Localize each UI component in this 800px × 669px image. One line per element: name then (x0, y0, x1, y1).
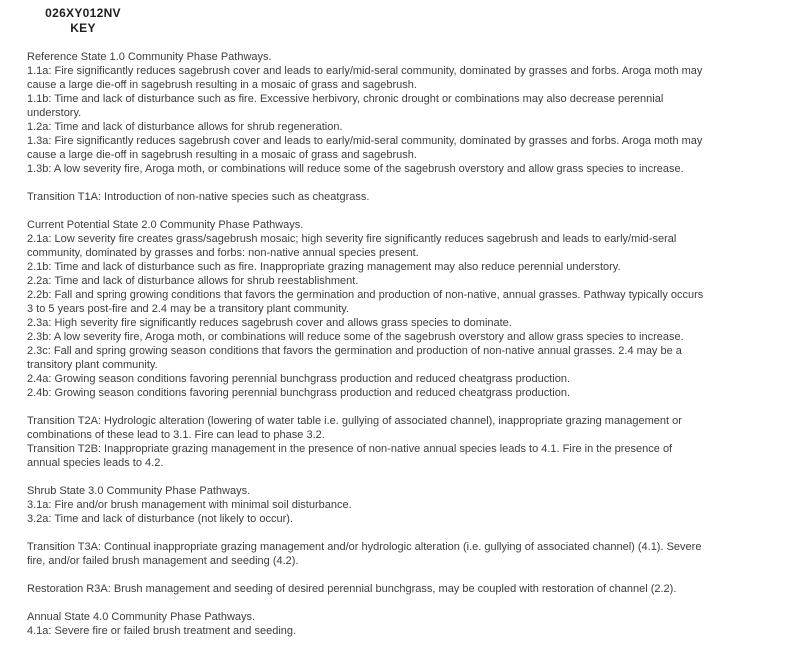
key-body (27, 50, 790, 652)
key-line: annual species leads to 4.2. (27, 457, 164, 469)
key-line: Transition T2A: Hydrologic alteration (lowering of water table i.e. gullying of associated channel), inappropriate grazing management or (27, 415, 682, 427)
key-line: 1.3b: A low severity fire, Aroga moth, or combinations will reduce some of the sagebrush overstory and allow grass species to increase. (27, 163, 684, 175)
key-line: 2.3a: High severity fire significantly reduces sagebrush cover and allows grass species to dominate. (27, 317, 512, 329)
key-line: understory. (27, 107, 82, 119)
document-header (0, 6, 166, 36)
key-line: cause a large die-off in sagebrush resulting in a mosaic of grass and sagebrush. (27, 79, 417, 91)
key-line: 3.2a: Time and lack of disturbance (not likely to occur). (27, 513, 293, 525)
key-section-shrub-state-3.0 (27, 484, 790, 526)
key-line: 2.4b: Growing season conditions favoring perennial bunchgrass production and reduced cheatgrass production. (27, 387, 571, 399)
key-line: 2.2b: Fall and spring growing conditions that favors the germination and production of non-native, annual grasses. Pathway typically occurs (27, 289, 704, 301)
key-section-restoration-r3a (27, 582, 790, 596)
key-line: 2.3c: Fall and spring growing season conditions that favors the germination and production of non-native annual grasses. 2.4 may be a (27, 345, 682, 357)
key-section-transitions-t2a-t2b (27, 414, 790, 470)
key-line: community, dominated by grasses and forbs: non-native annual species present. (27, 247, 419, 259)
key-line: fire, and/or failed brush management and seeding (4.2). (27, 555, 299, 567)
key-line: 1.2a: Time and lack of disturbance allows for shrub regeneration. (27, 121, 343, 133)
key-line: 2.3b: A low severity fire, Aroga moth, or combinations will reduce some of the sagebrush overstory and allow grass species to increase. (27, 331, 684, 343)
key-line: Annual State 4.0 Community Phase Pathways. (27, 611, 256, 623)
key-line: 2.4a: Growing season conditions favoring perennial bunchgrass production and reduced cheatgrass production. (27, 373, 571, 385)
key-line: Shrub State 3.0 Community Phase Pathways. (27, 485, 251, 497)
key-line: combinations of these lead to 3.1. Fire can lead to phase 3.2. (27, 429, 325, 441)
key-section-annual-state-4.0 (27, 610, 790, 638)
key-line: 2.2a: Time and lack of disturbance allows for shrub reestablishment. (27, 275, 359, 287)
key-line: Current Potential State 2.0 Community Phase Pathways. (27, 219, 304, 231)
key-section-transition-t3a (27, 540, 790, 568)
key-line: cause a large die-off in sagebrush resulting in a mosaic of grass and sagebrush. (27, 149, 417, 161)
key-line: 1.1a: Fire significantly reduces sagebrush cover and leads to early/mid-seral community, dominated by grasses and forbs. Aroga moth may (27, 65, 703, 77)
key-section-transition-t1a (27, 190, 790, 204)
key-title: KEY (70, 21, 96, 35)
key-line: 3.1a: Fire and/or brush management with minimal soil disturbance. (27, 499, 352, 511)
key-line: Restoration R3A: Brush management and seeding of desired perennial bunchgrass, may be coupled with restoration of channel (2.2). (27, 583, 677, 595)
key-line: Reference State 1.0 Community Phase Pathways. (27, 51, 272, 63)
key-line: Transition T2B: Inappropriate grazing management in the presence of non-native annual species leads to 4.1. Fire in the presence of (27, 443, 673, 455)
key-line: transitory plant community. (27, 359, 158, 371)
site-code: 026XY012NV (45, 6, 121, 20)
key-line: 1.1b: Time and lack of disturbance such as fire. Excessive herbivory, chronic drought or combinations may also decrease perennial (27, 93, 664, 105)
key-line: Transition T3A: Continual inappropriate grazing management and/or hydrologic alteration (i.e. gullying of associated channel) (4.1). Severe (27, 541, 702, 553)
key-section-current-potential-state-2.0 (27, 218, 790, 400)
key-line: Transition T1A: Introduction of non-native species such as cheatgrass. (27, 191, 370, 203)
key-line: 4.1a: Severe fire or failed brush treatment and seeding. (27, 625, 297, 637)
key-line: 1.3a: Fire significantly reduces sagebrush cover and leads to early/mid-seral community, dominated by grasses and forbs. Aroga moth may (27, 135, 703, 147)
key-line: 2.1a: Low severity fire creates grass/sagebrush mosaic; high severity fire significantly reduces sagebrush and leads to early/mid-seral (27, 233, 677, 245)
key-line: 3 to 5 years post-fire and 2.4 may be a transitory plant community. (27, 303, 350, 315)
key-line: 2.1b: Time and lack of disturbance such as fire. Inappropriate grazing management may also reduce perennial understory. (27, 261, 621, 273)
key-section-reference-state-1.0 (27, 50, 790, 176)
